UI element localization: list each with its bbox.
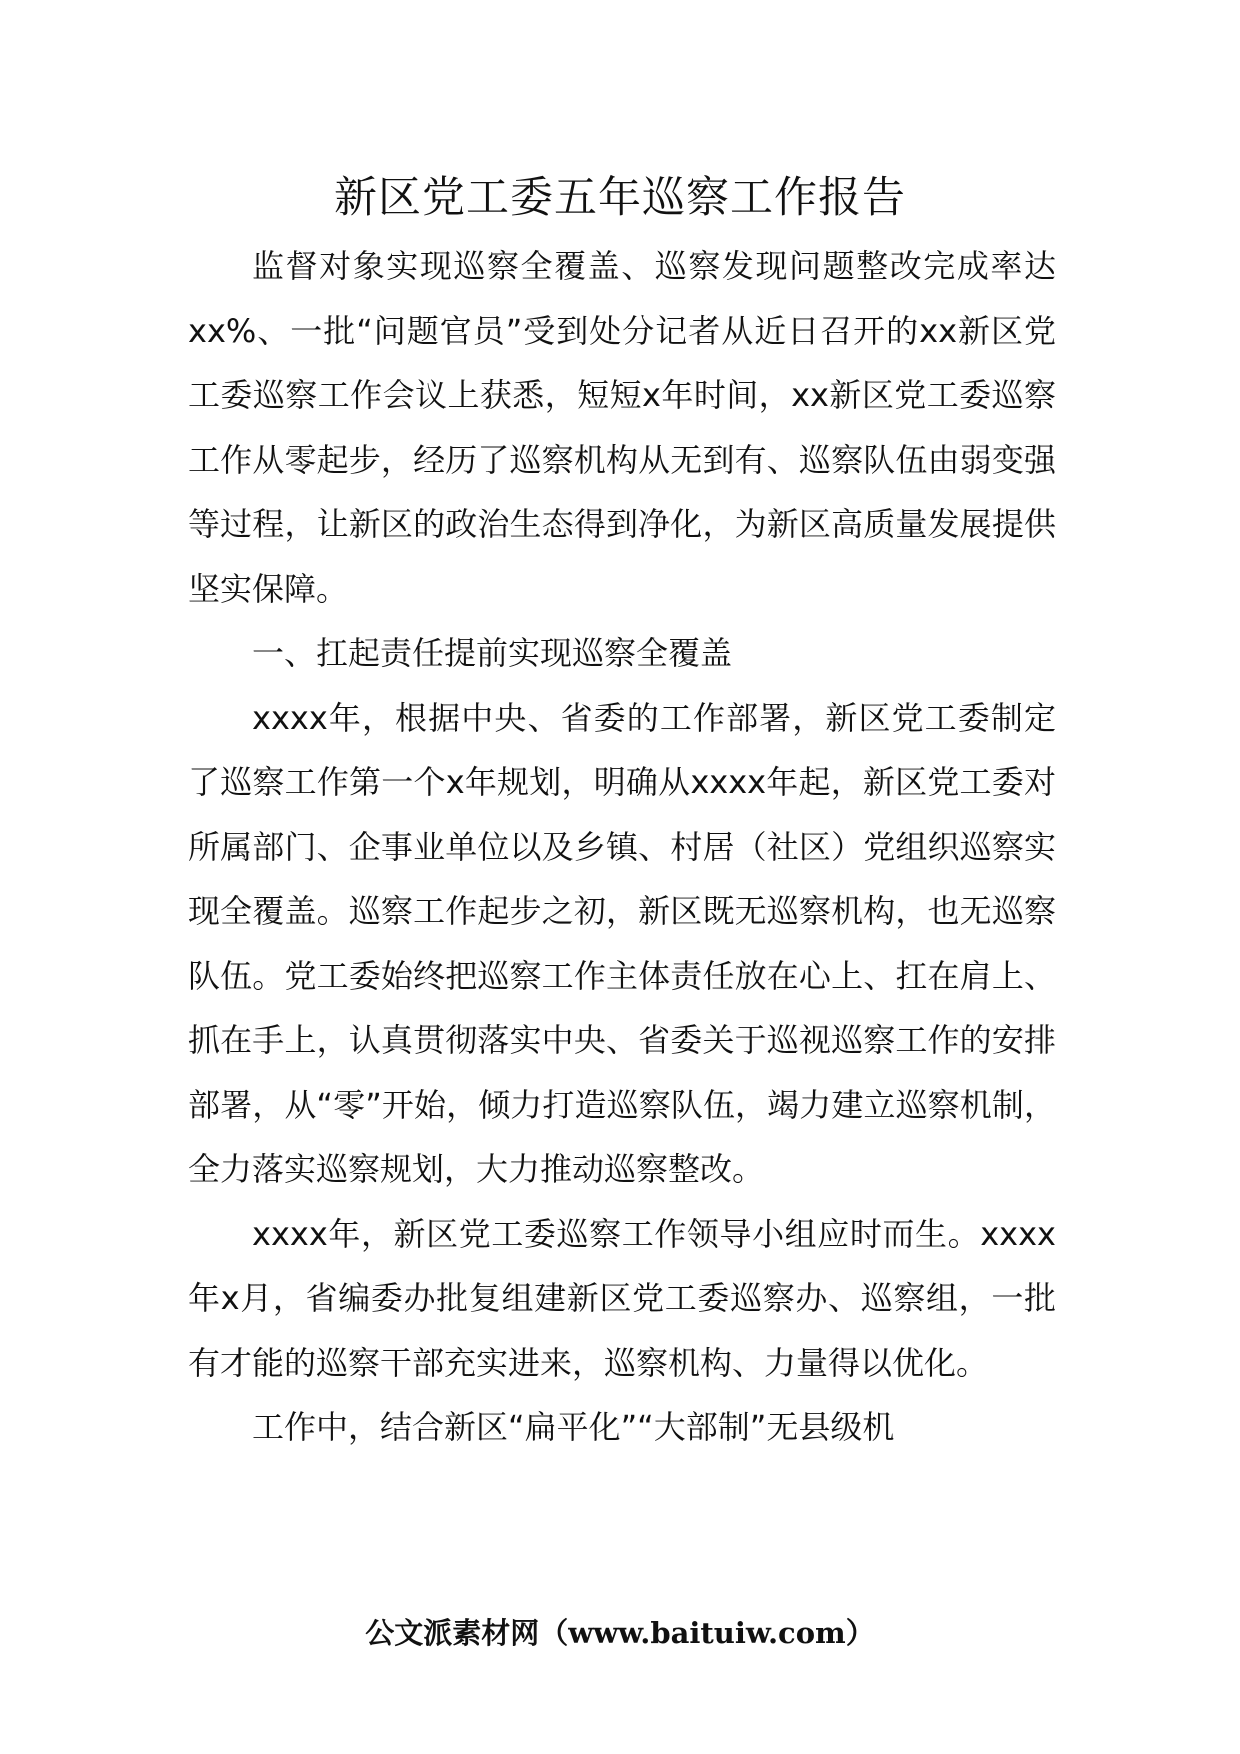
document-title: 新区党工委五年巡察工作报告 xyxy=(334,173,906,223)
paragraph-leading-group: xxxx年，新区党工委巡察工作领导小组应时而生。xxxx年x月，省编委办批复组建新区党工委巡察办、巡察组，一批有才能的巡察干部充实进来，巡察机构、力量得以优化。 xyxy=(188,1214,1056,1382)
section-heading: 一、扛起责任提前实现巡察全覆盖 xyxy=(252,634,733,672)
footer-watermark: 公文派素材网（www.baituiw.com） xyxy=(365,1616,875,1650)
paragraph-planning: xxxx年，根据中央、省委的工作部署，新区党工委制定了巡察工作第一个x年规划，明确从xxxx年起，新区党工委对所属部门、企事业单位以及乡镇、村居（社区）党组织巡察实现全覆盖。巡察工作起步之初，新区既无巡察机构，也无巡察队伍。党工委始终把巡察工作主体责任放在心上、扛在肩上、抓在手上，认真贯彻落实中央、省委关于巡视巡察工作的安排部署，从“零”开始，倾力打造巡察队伍，竭力建立巡察机制，全力落实巡察规划，大力推动巡察整改。 xyxy=(188,698,1056,1188)
paragraph-work: 工作中，结合新区“扁平化”“大部制”无县级机 xyxy=(252,1408,895,1446)
paragraph-intro: 监督对象实现巡察全覆盖、巡察发现问题整改完成率达xx%、一批“问题官员”受到处分记者从近日召开的xx新区党工委巡察工作会议上获悉，短短x年时间，xx新区党工委巡察工作从零起步，经历了巡察机构从无到有、巡察队伍由弱变强等过程，让新区的政治生态得到净化，为新区高质量发展提供坚实保障。 xyxy=(188,247,1056,608)
document-body xyxy=(188,234,1056,1460)
